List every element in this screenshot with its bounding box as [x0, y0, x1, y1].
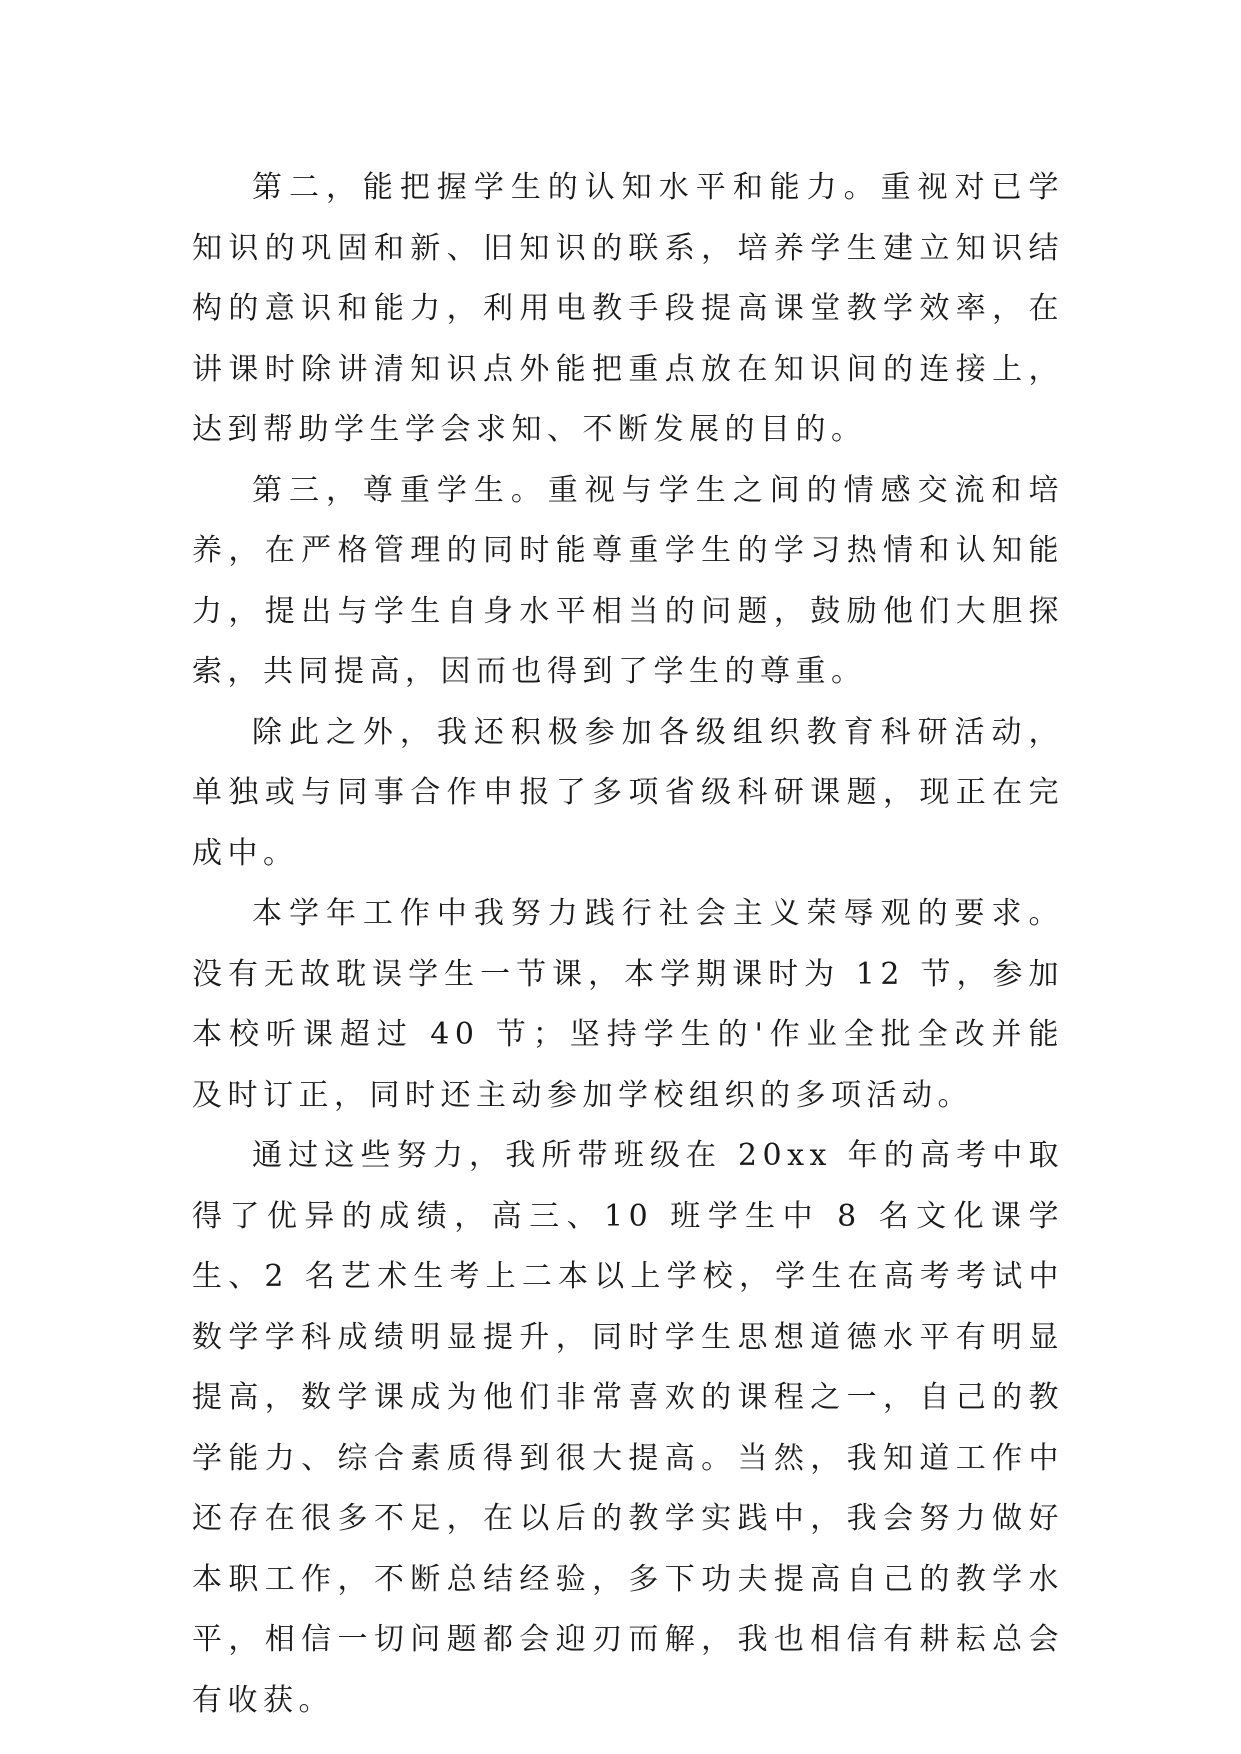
paragraph-results-summary: 通过这些努力，我所带班级在 20xx 年的高考中取得了优异的成绩，高三、10 班学生中 8 名文化课学生、2 名艺术生考上二本以上学校，学生在高考考试中数学学科成绩明显提升，同时学生思想道德水平有明显提高，数学课成为他们非常喜欢的课程之一，自己的教学能力、综合素质得到很大提高。当然，我知道工作中还存在很多不足，在以后的教学实践中，我会努力做好本职工作，不断总结经验，多下功夫提高自己的教学水平，相信一切问题都会迎刃而解，我也相信有耕耘总会有收获。 [192, 1138, 1064, 1718]
document-body [192, 158, 1064, 1731]
paragraph-cognitive-level: 第二，能把握学生的认知水平和能力。重视对已学知识的巩固和新、旧知识的联系，培养学生建立知识结构的意识和能力，利用电教手段提高课堂教学效率，在讲课时除讲清知识点外能把重点放在知识间的连接上，达到帮助学生学会求知、不断发展的目的。 [192, 170, 1064, 447]
paragraph-research-activities: 除此之外，我还积极参加各级组织教育科研活动，单独或与同事合作申报了多项省级科研课题，现正在完成中。 [192, 714, 1064, 871]
paragraph-work-attendance: 本学年工作中我努力践行社会主义荣辱观的要求。没有无故耽误学生一节课，本学期课时为 12 节，参加本校听课超过 40 节；坚持学生的'作业全批全改并能及时订正，同时还主动参加学校组织的多项活动。 [192, 896, 1064, 1113]
paragraph-respect-students: 第三，尊重学生。重视与学生之间的情感交流和培养，在严格管理的同时能尊重学生的学习热情和认知能力，提出与学生自身水平相当的问题，鼓励他们大胆探索，共同提高，因而也得到了学生的尊重。 [192, 472, 1064, 689]
